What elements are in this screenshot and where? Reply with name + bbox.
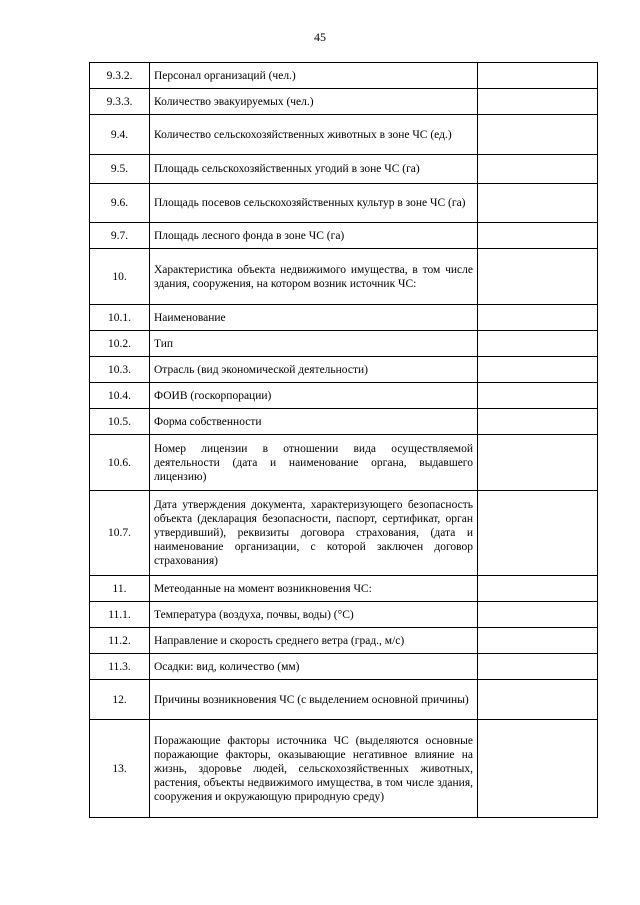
- row-description: Тип: [150, 331, 478, 357]
- row-number: 12.: [90, 680, 150, 720]
- report-form-table: [89, 62, 598, 818]
- row-description: Форма собственности: [150, 409, 478, 435]
- row-value-cell[interactable]: [478, 576, 598, 602]
- row-value-cell[interactable]: [478, 184, 598, 223]
- row-description: Площадь сельскохозяйственных угодий в зоне ЧС (га): [150, 155, 478, 184]
- row-number: 10.1.: [90, 305, 150, 331]
- table-row: [90, 357, 598, 383]
- table-row: [90, 654, 598, 680]
- row-value-cell[interactable]: [478, 63, 598, 89]
- row-number: 11.2.: [90, 628, 150, 654]
- table-row: [90, 383, 598, 409]
- row-value-cell[interactable]: [478, 331, 598, 357]
- row-number: 9.6.: [90, 184, 150, 223]
- table-row: [90, 305, 598, 331]
- table-row: [90, 184, 598, 223]
- row-description: Номер лицензии в отношении вида осуществляемой деятельности (дата и наименование органа, выдавшего лицензию): [150, 435, 478, 491]
- table-row: [90, 155, 598, 184]
- row-number: 11.1.: [90, 602, 150, 628]
- row-value-cell[interactable]: [478, 357, 598, 383]
- row-number: 10.: [90, 249, 150, 305]
- row-value-cell[interactable]: [478, 602, 598, 628]
- row-number: 11.3.: [90, 654, 150, 680]
- table-row: [90, 89, 598, 115]
- table-row: [90, 409, 598, 435]
- table-row: [90, 628, 598, 654]
- row-value-cell[interactable]: [478, 491, 598, 576]
- row-number: 10.5.: [90, 409, 150, 435]
- table-row: [90, 680, 598, 720]
- row-value-cell[interactable]: [478, 305, 598, 331]
- row-description: Площадь лесного фонда в зоне ЧС (га): [150, 223, 478, 249]
- row-description: Характеристика объекта недвижимого имущества, в том числе здания, сооружения, на котором возник источник ЧС:: [150, 249, 478, 305]
- row-value-cell[interactable]: [478, 654, 598, 680]
- row-value-cell[interactable]: [478, 249, 598, 305]
- row-description: Причины возникновения ЧС (с выделением основной причины): [150, 680, 478, 720]
- row-number: 10.7.: [90, 491, 150, 576]
- row-description: Площадь посевов сельскохозяйственных культур в зоне ЧС (га): [150, 184, 478, 223]
- table-row: [90, 602, 598, 628]
- table-row: [90, 223, 598, 249]
- row-number: 9.4.: [90, 115, 150, 155]
- row-value-cell[interactable]: [478, 409, 598, 435]
- row-description: Отрасль (вид экономической деятельности): [150, 357, 478, 383]
- row-description: Персонал организаций (чел.): [150, 63, 478, 89]
- row-description: Поражающие факторы источника ЧС (выделяются основные поражающие факторы, оказывающие негативное влияние на жизнь, здоровье людей, сельскохозяйственных животных, растения, объекты недвижимого имущества, в том числе здания, сооружения и окружающую природную среду): [150, 720, 478, 818]
- table-row: [90, 63, 598, 89]
- row-value-cell[interactable]: [478, 115, 598, 155]
- row-number: 9.3.2.: [90, 63, 150, 89]
- row-description: Дата утверждения документа, характеризующего безопасность объекта (декларация безопасности, паспорт, сертификат, орган утвердивший), реквизиты договора страхования, (дата и наименование организации, с которой заключен договор страхования): [150, 491, 478, 576]
- table-row: [90, 720, 598, 818]
- row-number: 10.6.: [90, 435, 150, 491]
- table-row: [90, 331, 598, 357]
- table-row: [90, 249, 598, 305]
- page-number: 45: [314, 30, 326, 44]
- row-value-cell[interactable]: [478, 89, 598, 115]
- row-description: ФОИВ (госкорпорации): [150, 383, 478, 409]
- table-row: [90, 491, 598, 576]
- row-number: 13.: [90, 720, 150, 818]
- table-row: [90, 435, 598, 491]
- row-number: 9.7.: [90, 223, 150, 249]
- row-description: Температура (воздуха, почвы, воды) (°С): [150, 602, 478, 628]
- row-number: 10.4.: [90, 383, 150, 409]
- row-description: Количество сельскохозяйственных животных в зоне ЧС (ед.): [150, 115, 478, 155]
- row-value-cell[interactable]: [478, 223, 598, 249]
- row-value-cell[interactable]: [478, 435, 598, 491]
- row-value-cell[interactable]: [478, 720, 598, 818]
- row-description: Направление и скорость среднего ветра (град., м/с): [150, 628, 478, 654]
- row-number: 10.2.: [90, 331, 150, 357]
- row-number: 10.3.: [90, 357, 150, 383]
- row-description: Метеоданные на момент возникновения ЧС:: [150, 576, 478, 602]
- table-row: [90, 115, 598, 155]
- row-number: 9.5.: [90, 155, 150, 184]
- row-description: Количество эвакуируемых (чел.): [150, 89, 478, 115]
- row-number: 9.3.3.: [90, 89, 150, 115]
- row-number: 11.: [90, 576, 150, 602]
- row-value-cell[interactable]: [478, 155, 598, 184]
- row-value-cell[interactable]: [478, 628, 598, 654]
- row-description: Осадки: вид, количество (мм): [150, 654, 478, 680]
- row-value-cell[interactable]: [478, 680, 598, 720]
- row-value-cell[interactable]: [478, 383, 598, 409]
- table-row: [90, 576, 598, 602]
- row-description: Наименование: [150, 305, 478, 331]
